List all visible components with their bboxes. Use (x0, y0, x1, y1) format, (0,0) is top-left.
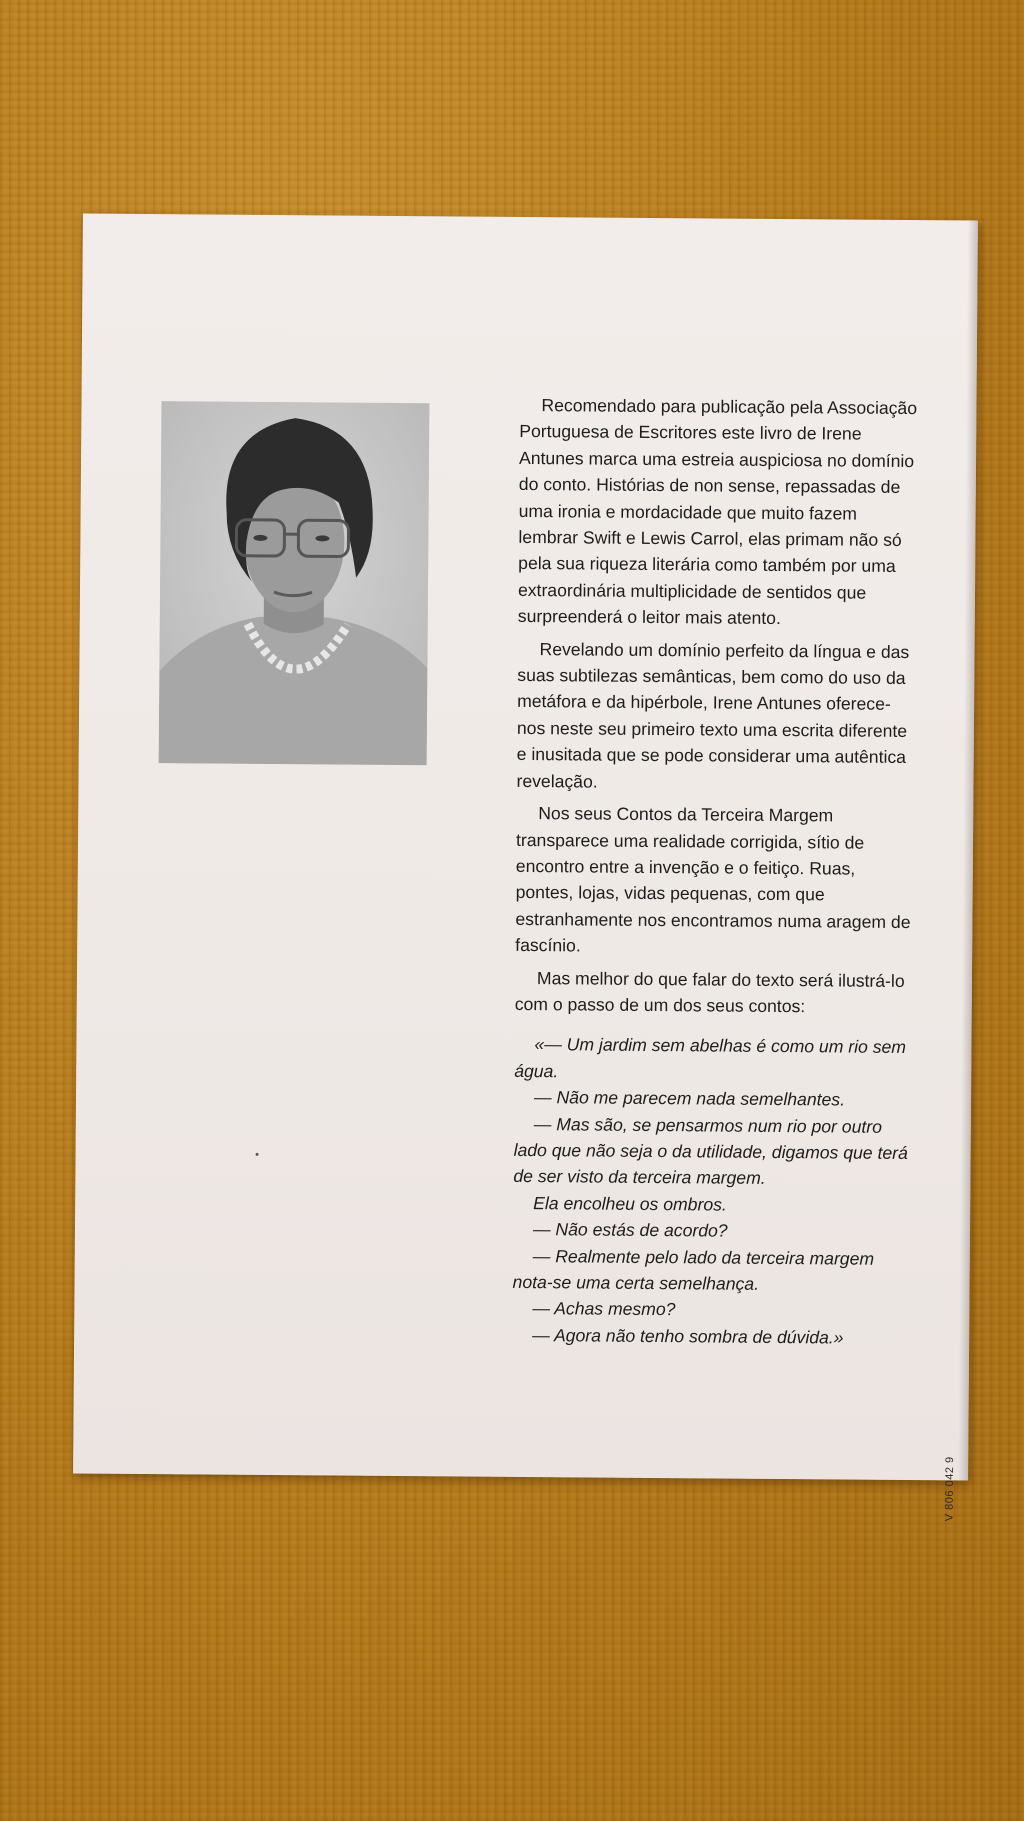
quote-line: — Agora não tenho sombra de dúvida.» (532, 1324, 844, 1348)
blurb-paragraph: Nos seus Contos da Terceira Margem transparece uma realidade corrigida, sítio de encontro entre a invenção e o feitiço. Ruas, pontes, lojas, vidas pequenas, com que estranhamente nos encontramos numa aragem de fascínio. (515, 803, 911, 956)
quote-line: «— Um jardim sem abelhas é como um rio sem água. (514, 1034, 907, 1082)
blurb-paragraph: Recomendado para publicação pela Associação Portuguesa de Escritores este livro de Irene Antunes marca uma estreia auspiciosa no domínio do conto. Histórias de non sense, repassadas de uma ironia e mordacidade que muito fazem lembrar Swift e Lewis Carrol, elas primam não só pela sua riqueza literária como também por uma extraordinária multiplicidade de sentidos que surpreenderá o leitor mais atento. (517, 395, 918, 629)
catalog-code: V 806 042 9 (943, 1456, 957, 1522)
paper-speck (256, 1153, 259, 1156)
story-excerpt-quote (512, 1031, 914, 1351)
book-back-cover (73, 214, 978, 1522)
quote-line: — Mas são, se pensarmos num rio por outro lado que não seja o da utilidade, digamos que terá de ser visto da terceira margem. (513, 1113, 908, 1189)
quote-line: — Não estás de acordo? (532, 1219, 728, 1241)
quote-line: — Achas mesmo? (532, 1298, 676, 1320)
blurb-text-block (512, 392, 919, 1351)
author-portrait-image (159, 401, 430, 765)
author-portrait-photo (159, 401, 430, 765)
quote-line: — Não me parecem nada semelhantes. (533, 1087, 846, 1110)
blurb-paragraph: Mas melhor do que falar do texto será ilustrá-lo com o passo de um dos seus contos: (514, 967, 905, 1017)
quote-line: — Realmente pelo lado da terceira margem nota-se uma certa semelhança. (512, 1245, 875, 1294)
blurb-paragraph: Revelando um domínio perfeito da língua e das suas subtilezas semânticas, bem como do uso da metáfora e da hipérbole, Irene Antunes oferece-nos neste seu primeiro texto uma escrita diferente e inusitada que se pode considerar uma autêntica revelação. (516, 638, 910, 792)
quote-line: Ela encolheu os ombros. (533, 1192, 727, 1215)
